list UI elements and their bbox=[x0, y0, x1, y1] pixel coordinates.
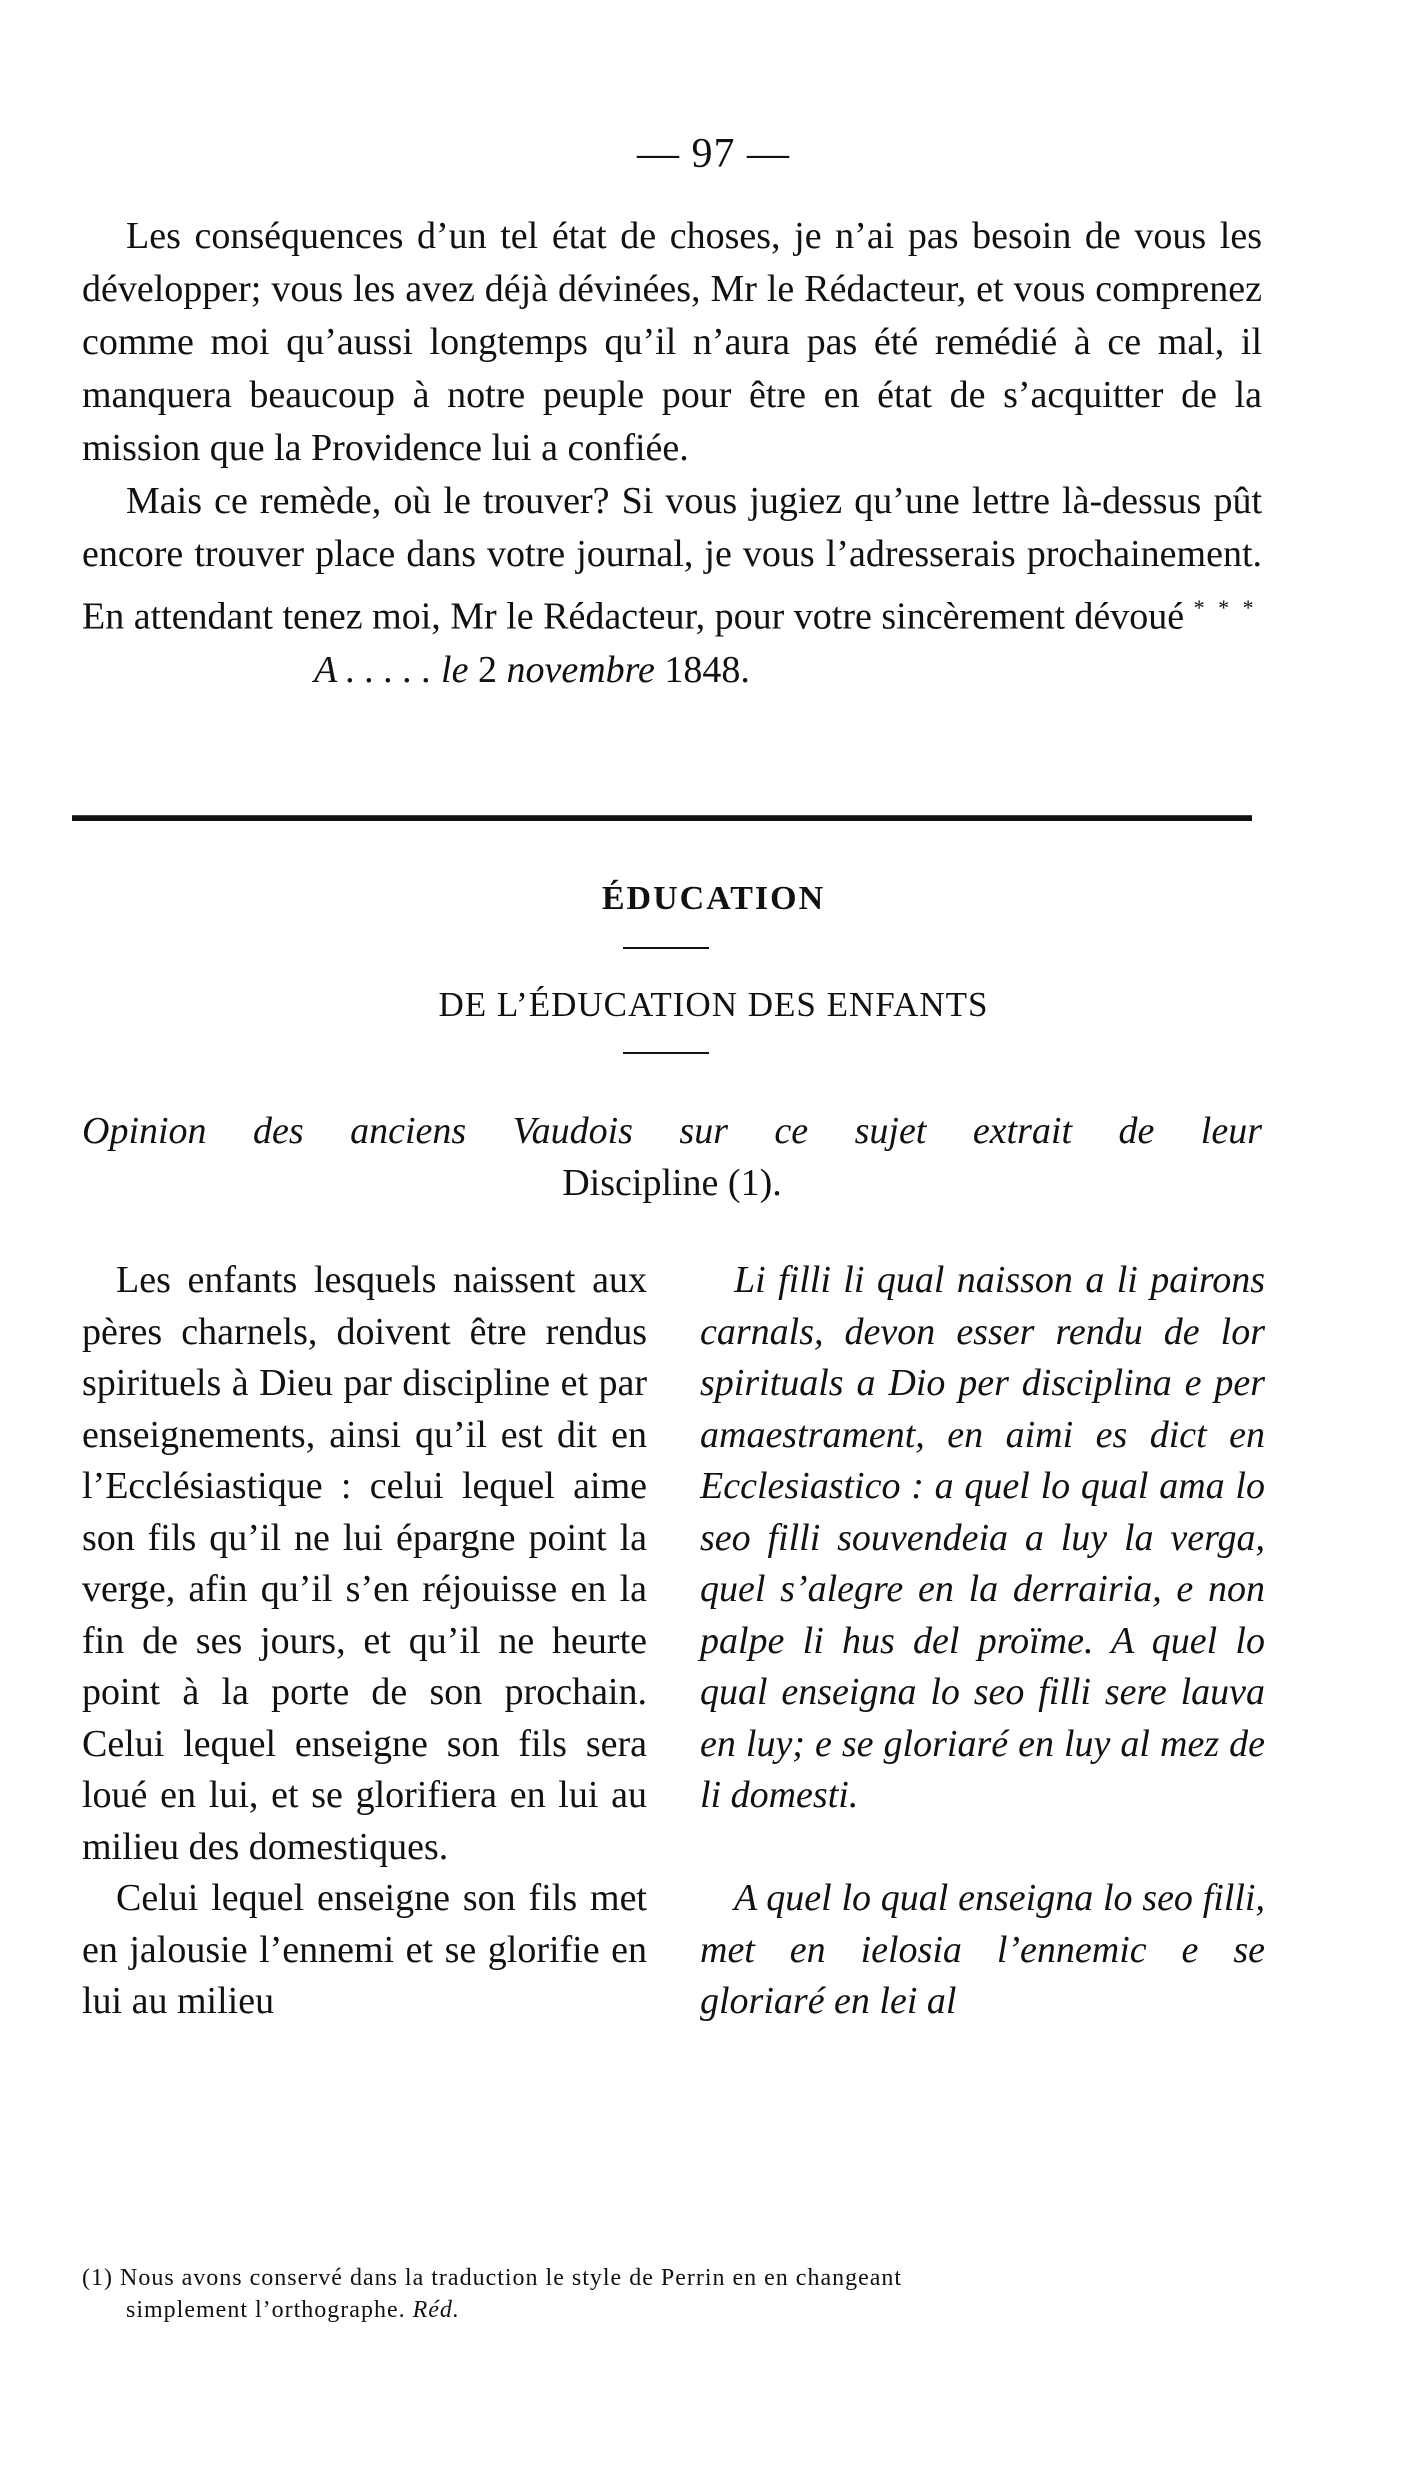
heading-word: leur bbox=[1200, 1110, 1262, 1152]
heading-word: sujet bbox=[854, 1110, 927, 1152]
heading-word: Opinion bbox=[82, 1110, 207, 1152]
footnote bbox=[82, 2262, 1272, 2326]
article-subtitle: DE L’ÉDUCATION DES ENFANTS bbox=[438, 985, 989, 1024]
heading-line-1 bbox=[82, 1105, 1262, 1157]
date-day: 2 bbox=[477, 648, 497, 691]
vaudois-paragraph-1: Li filli li qual naisson a li pairons carnals, devon esser rendu de lor spirituals a Dio per disciplina e per amaestrament, en aimi es dict en Ecclesiastico : a quel lo qual ama lo seo filli souvendeia a luy la verga, quel s’alegre en la derrairia, e non palpe li hus del proïme. A quel lo qual enseigna lo seo filli sere lauva en luy; e se gloriaré en luy al mez de li domesti. bbox=[700, 1259, 1265, 1816]
vaudois-paragraph-2: A quel lo qual enseigna lo seo filli, met en ielosia l’ennemic e se gloriaré en lei al bbox=[700, 1877, 1265, 2022]
heading-word: des bbox=[253, 1110, 304, 1152]
heading-word: Vaudois bbox=[512, 1110, 633, 1152]
heading-word: ce bbox=[774, 1110, 809, 1152]
title-dash-1 bbox=[623, 947, 709, 949]
place-date bbox=[82, 644, 1262, 697]
french-paragraph-1: Les enfants lesquels naissent aux pères charnels, doivent être rendus spirituels à Dieu par discipline et par enseignements, ainsi qu’il est dit en l’Ecclésiastique : celui lequel aime son fils qu’il ne lui épargne point la verge, afin qu’il s’en réjouisse en la fin de ses jours, et qu’il ne heurte point à la porte de son prochain. Celui lequel enseigne son fils sera loué en lui, et se glorifiera en lui au milieu des domestiques. bbox=[82, 1259, 647, 1868]
footnote-signature: Réd. bbox=[412, 2297, 460, 2323]
date-year: 1848. bbox=[664, 648, 750, 691]
intro-paragraph-2-text: Mais ce remède, où le trouver? Si vous jugiez qu’une lettre là-dessus pût encore trouver place dans votre journal, je vous l’adresserais prochainement. En attendant tenez moi, Mr le Rédacteur, pour votre sincèrement dévoué bbox=[82, 480, 1262, 638]
title-dash-2 bbox=[623, 1052, 709, 1054]
footnote-text: simplement l’orthographe. bbox=[126, 2297, 406, 2323]
footnote-line-2 bbox=[82, 2294, 1272, 2326]
heading-word: de bbox=[1118, 1110, 1155, 1152]
french-paragraph-2: Celui lequel enseigne son fils met en jalousie l’ennemi et se glorifie en lui au milieu bbox=[82, 1877, 647, 2022]
section-title: ÉDUCATION bbox=[601, 880, 826, 917]
heading-word: sur bbox=[679, 1110, 728, 1152]
article-heading bbox=[82, 1105, 1262, 1209]
letter-conclusion bbox=[82, 210, 1262, 697]
intro-paragraph-1: Les conséquences d’un tel état de choses, je n’ai pas besoin de vous les développer; vous les avez déjà dévinées, Mr le Rédacteur, et vous comprenez comme moi qu’aussi longtemps qu’il n’aura pas été remédié à ce mal, il manquera beaucoup à notre peuple pour être en état de s’acquitter de la mission que la Providence lui a confiée. bbox=[82, 215, 1262, 469]
heading-word: extrait bbox=[972, 1110, 1073, 1152]
date-le: le bbox=[441, 648, 469, 691]
date-month: novembre bbox=[506, 648, 655, 691]
page-number: — 97 — bbox=[637, 131, 790, 177]
place: A . . . . . bbox=[314, 648, 432, 691]
footnote-line-1: (1) Nous avons conservé dans la traduction le style de Perrin en en changeant bbox=[82, 2265, 903, 2291]
heading-line-2: Discipline (1). bbox=[562, 1162, 782, 1204]
heading-word: anciens bbox=[350, 1110, 467, 1152]
intro-paragraph-2 bbox=[82, 475, 1262, 644]
section-rule bbox=[72, 815, 1252, 821]
vaudois-column bbox=[700, 1255, 1265, 2028]
french-column bbox=[82, 1255, 647, 2028]
signoff-stars: * * * bbox=[1193, 595, 1258, 620]
